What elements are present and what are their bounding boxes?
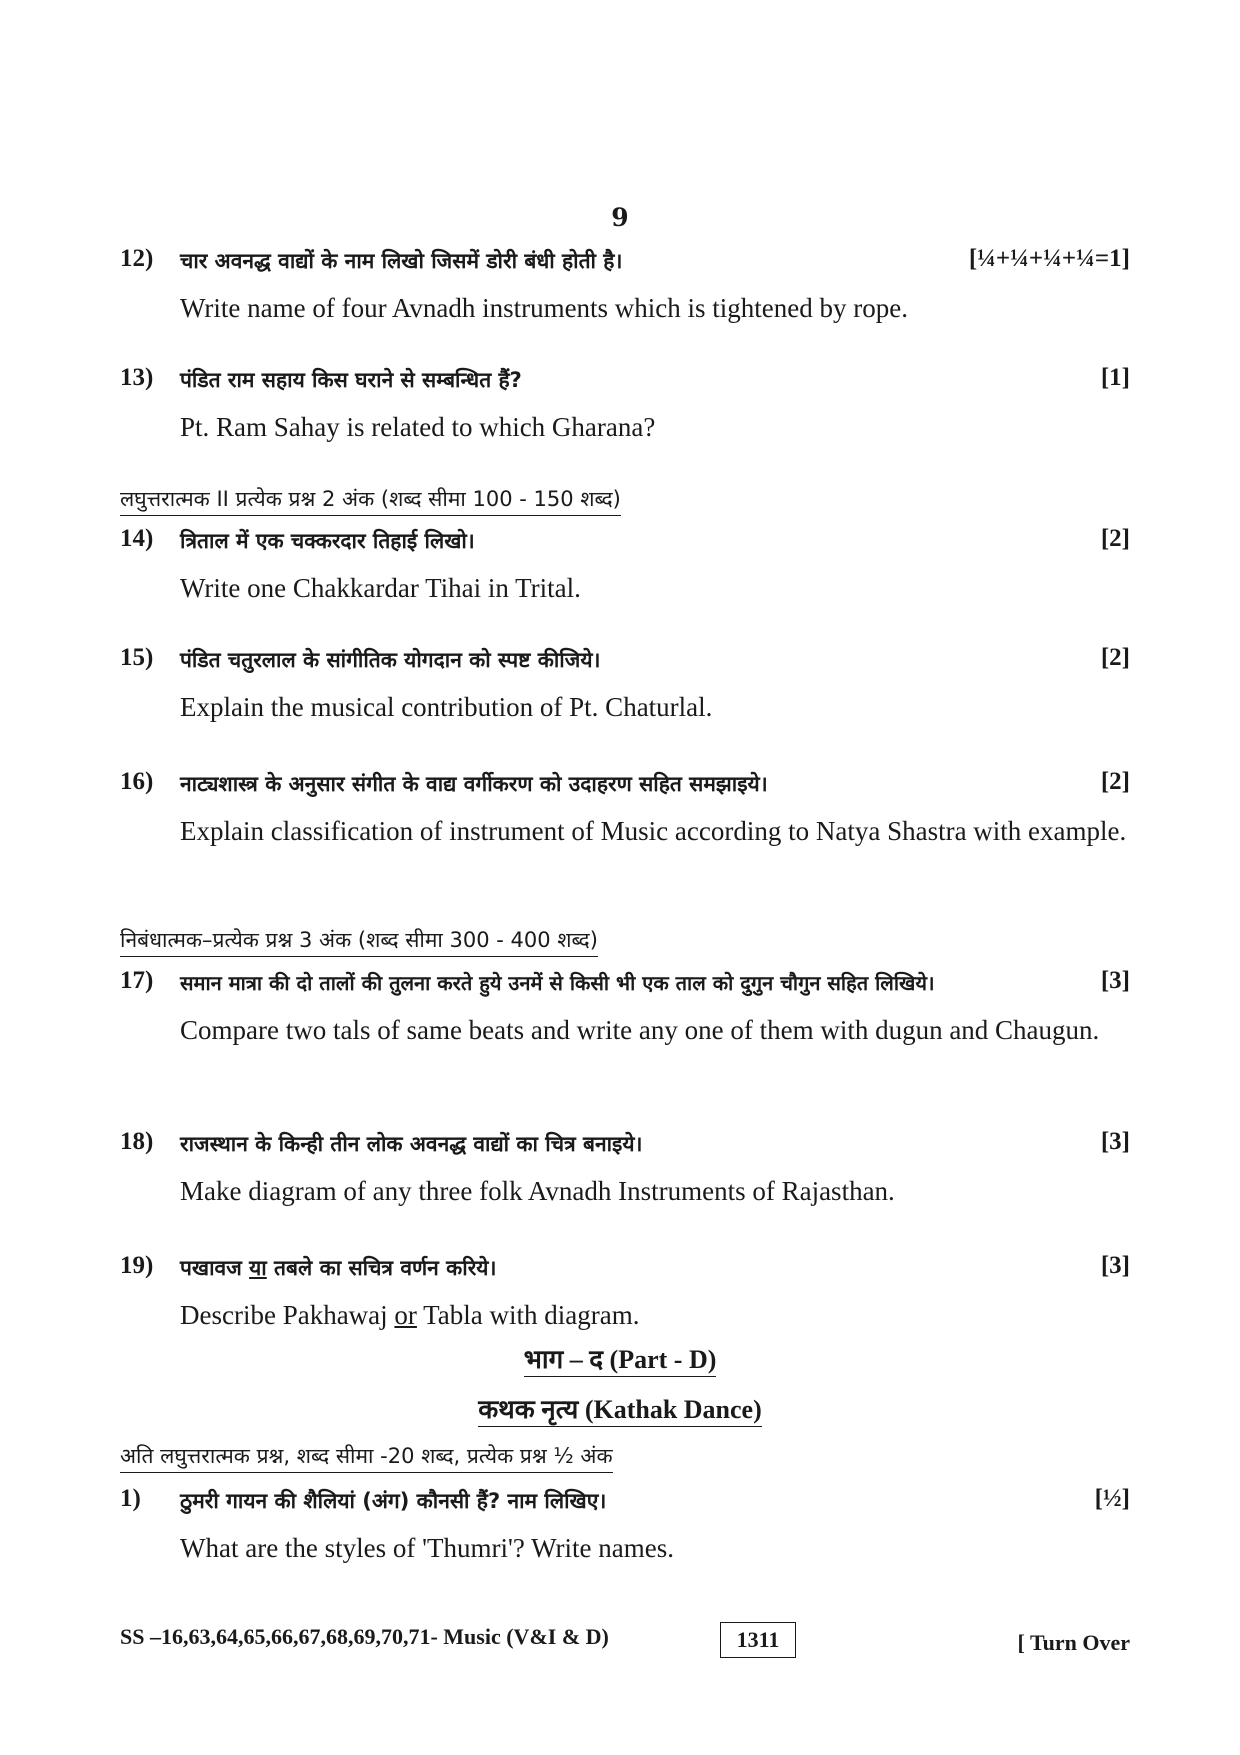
question-hindi: पंडित राम सहाय किस घराने से सम्बन्धित हैं? [180, 368, 522, 392]
question-d-1 [120, 1485, 1130, 1565]
paper-code: SS –16,63,64,65,66,67,68,69,70,71- Music (V&I & D) [120, 1624, 609, 1649]
question-19 [120, 1252, 1130, 1332]
part-heading-text: भाग – द (Part - D) [524, 1345, 717, 1377]
question-17 [120, 967, 1130, 1087]
question-marks: [3] [1100, 967, 1130, 994]
question-number: 18) [120, 1128, 154, 1155]
question-marks: [3] [1100, 1252, 1130, 1279]
section-heading-very-short: अति लघुत्तरात्मक प्रश्न, शब्द सीमा -20 शब्द, प्रत्येक प्रश्न ½ अंक [120, 1442, 613, 1473]
question-12 [120, 245, 1130, 325]
question-english: Explain the musical contribution of Pt. Chaturlal. [180, 692, 713, 722]
section-heading-essay: निबंधात्मक–प्रत्येक प्रश्न 3 अंक (शब्द सीमा 300 - 400 शब्द) [120, 926, 598, 957]
hindi-text: पखावज [180, 1256, 250, 1280]
question-marks: [1] [1100, 364, 1130, 391]
question-marks: [¼+¼+¼+¼=1] [968, 245, 1130, 272]
question-number: 16) [120, 768, 154, 795]
question-marks: [2] [1100, 644, 1130, 671]
question-marks: [½] [1094, 1485, 1130, 1512]
question-number: 12) [120, 245, 154, 272]
question-marks: [2] [1100, 525, 1130, 552]
part-heading [0, 1340, 1240, 1376]
question-hindi: समान मात्रा की दो तालों की तुलना करते हुये उनमें से किसी भी एक ताल को दुगुन चौगुन सहित लिखिये। [180, 971, 935, 995]
question-number: 15) [120, 644, 154, 671]
question-hindi [180, 1254, 496, 1282]
english-text: Tabla with diagram. [416, 1300, 640, 1330]
question-hindi: ठुमरी गायन की शैलियां (अंग) कौनसी हैं? नाम लिखिए। [180, 1489, 607, 1513]
question-english: Write one Chakkardar Tihai in Trital. [180, 573, 581, 603]
question-english: Make diagram of any three folk Avnadh Instruments of Rajasthan. [180, 1176, 895, 1206]
turn-over-label: [ Turn Over [1017, 1630, 1130, 1655]
paper-number-box: 1311 [720, 1622, 796, 1658]
question-13 [120, 364, 1130, 444]
subject-heading-text: कथक नृत्य (Kathak Dance) [478, 1395, 762, 1427]
question-16 [120, 768, 1130, 888]
question-14 [120, 525, 1130, 605]
question-english: Explain classification of instrument of Music according to Natya Shastra with example. [180, 816, 1127, 846]
question-number: 19) [120, 1252, 154, 1279]
question-number: 1) [120, 1485, 141, 1512]
hindi-or-underlined: या [249, 1256, 267, 1280]
question-english: Compare two tals of same beats and write any one of them with dugun and Chaugun. [180, 1015, 1100, 1045]
english-or-underlined: or [394, 1300, 417, 1330]
question-marks: [3] [1100, 1128, 1130, 1155]
question-english: Pt. Ram Sahay is related to which Gharana? [180, 412, 656, 442]
question-number: 14) [120, 525, 154, 552]
hindi-text: तबले का सचित्र वर्णन करिये। [266, 1256, 497, 1280]
question-number: 17) [120, 967, 154, 994]
question-hindi: राजस्थान के किन्ही तीन लोक अवनद्ध वाद्यों का चित्र बनाइये। [180, 1132, 643, 1156]
question-english: Write name of four Avnadh instruments which is tightened by rope. [180, 293, 908, 323]
question-hindi: पंडित चतुरलाल के सांगीतिक योगदान को स्पष्ट कीजिये। [180, 648, 601, 672]
question-15 [120, 644, 1130, 724]
question-hindi: चार अवनद्ध वाद्यों के नाम लिखो जिसमें डोरी बंधी होती है। [180, 249, 623, 273]
section-heading-short-answer: लघुत्तरात्मक II प्रत्येक प्रश्न 2 अंक (शब्द सीमा 100 - 150 शब्द) [120, 485, 621, 516]
question-english: What are the styles of 'Thumri'? Write names. [180, 1533, 674, 1563]
page-number: 9 [611, 203, 629, 232]
question-number: 13) [120, 364, 154, 391]
question-marks: [2] [1100, 768, 1130, 795]
question-18 [120, 1128, 1130, 1208]
question-hindi: त्रिताल में एक चक्करदार तिहाई लिखो। [180, 529, 475, 553]
english-text: Describe Pakhawaj [180, 1300, 395, 1330]
subject-heading [0, 1390, 1240, 1426]
question-hindi: नाट्यशास्त्र के अनुसार संगीत के वाद्य वर्गीकरण को उदाहरण सहित समझाइये। [180, 772, 768, 796]
question-english [180, 1296, 1130, 1334]
